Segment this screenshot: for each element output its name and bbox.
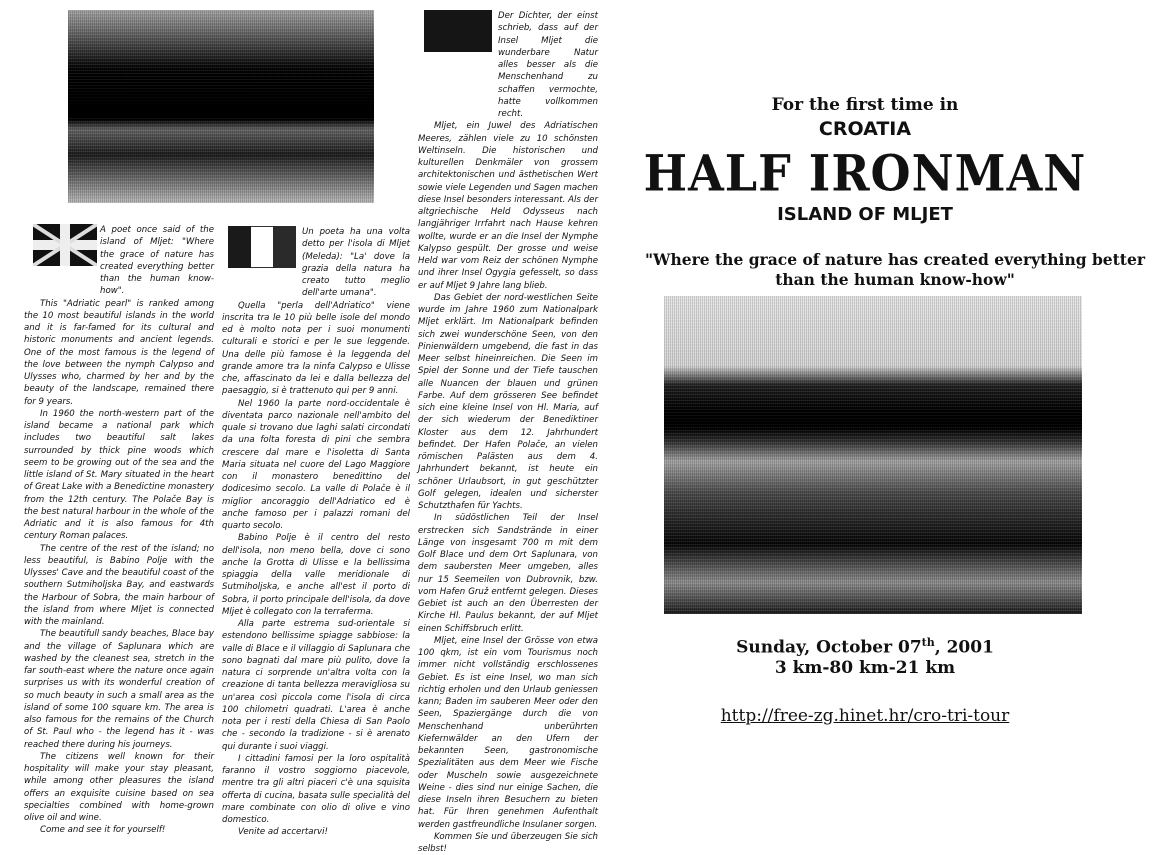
english-paragraph: This "Adriatic pearl" is ranked among the 10 most beautiful islands in the world and it is far-famed for its cultural and historic monuments and ancient legends. One of the most famous is the legend of the love between the nymph Calypso and Ulysses who, charmed by her and by the beauty of the landscape, remained there for 9 years. <box>24 298 214 407</box>
german-closing: Kommen Sie und überzeugen Sie sich selbst! <box>418 831 598 854</box>
poster-lead: For the first time in <box>771 95 959 115</box>
italian-paragraph: Babino Polje è il centro del resto dell'isola, non meno bella, dove ci sono anche la Grotta di Ulisse e la bellissima spiaggia della valle meridionale di Sutmiholjska, e anche all'est il porto di Sobra, il porto principale dell'isola, da dove Mljet è collegato con la terraferma. <box>222 533 410 617</box>
poster-title: HALF IRONMAN <box>643 143 1087 203</box>
italian-paragraph: Alla parte estrema sud-orientale si estendono bellissime spiagge sabbiose: la valle di Blace e il villaggio di Saplunara che sono bagnati dal mare più pulito, dove la natura ci sorprende un'altra volta con la creazione di tanta bellezza meravigliosa su un'area così piccola come l'isola di circa 100 chilometri quadrati. L'area è anche nota per i resti della Chiesa di San Paolo che - secondo la tradizione - si è arenato qui durante i suoi viaggi. <box>222 619 410 752</box>
german-paragraph: Mljet, eine Insel der Grösse von etwa 100 qkm, ist ein vom Tourismus noch immer nicht vollständig erschlossenes Gebiet. Es ist eine Insel, wo man sich richtig erholen und den Urlaub geniessen kann; Baden im sauberen Meer oder den Seen, Spaziergänge durch die von Menschenhand unberührten Kiefernwälder an den Ufern der bekannten Seen, gastronomische Spezialitäten aus dem Meer wie Fische oder Muscheln sowie ausgezeichnete Weine - dies sind nur einige Sachen, die diese Inseln ihren Besuchern zu bieten hat. Für Ihren genehmen Aufenthalt werden gastfreundliche Insulaner sorgen. <box>418 635 598 830</box>
english-paragraph: In 1960 the north-western part of the island became a national park which includes two beautiful salt lakes surrounded by thick pine woods which seem to be growing out of the sea and the little island of St. Mary situated in the heart of Great Lake with a Benedictine monastery from the 12th century. The Polače Bay is the best natural harbour in the whole of the Adriatic and it is also famous for 4th century Roman palaces. <box>24 408 214 542</box>
italian-paragraph: I cittadini famosi per la loro ospitalità faranno il vostro soggiorno piacevole, mentre tra gli altri piaceri c'è una squisita offerta di cucina, basata sulle specialità del mare combinate con olio di olive e vino domestico. <box>222 753 410 825</box>
english-paragraph: The centre of the rest of the island; no less beautiful, is Babino Polje with the Ulysses' Cave and the beautiful coast of the southern Sutmiholjska Bay, and eastwards the Harbour of Sobra, the main harbour of the island from where Mljet is connected with the mainland. <box>24 543 214 627</box>
german-text-column <box>418 10 598 855</box>
event-date-suffix: th <box>921 636 935 649</box>
poster-country: CROATIA <box>818 118 912 140</box>
st-mary-island-monastery-photo <box>664 296 1082 614</box>
italian-closing: Venite ad accertarvi! <box>238 827 328 838</box>
italian-text-column <box>222 226 410 839</box>
english-closing: Come and see it for yourself! <box>40 825 166 836</box>
poster-island: ISLAND OF MLJET <box>777 204 953 225</box>
english-paragraph: The citizens well known for their hospitality will make your stay pleasant, while among other pleasures the island offers an exquisite cuisine based on sea specialties combined with home-grown olive oil and wine. <box>24 751 214 823</box>
italian-paragraph: Quella "perla dell'Adriatico" viene inscrita tra le 10 più belle isole del mondo ed è molto nota per i suoi monumenti culturali e storici e per le sue leggende. Una delle più famose è la leggenda del grande amore tra la ninfa Calypso e Ulisse che, affascinato da lei e dalla bellezza del paesaggio, si è trattenuto qui per 9 anni. <box>222 300 410 397</box>
german-paragraph: In südöstlichen Teil der Insel erstrecken sich Sandstrände in einer Länge von insgesamt 700 m mit dem Golf Blace und dem Ort Saplunara, von dem saubersten Meer umgeben, alles nur 15 Seemeilen von Dubrovnik, bzw. vom Hafen Gruž entfernt gelegen. Dieses Gebiet ist auch an den Überresten der Kirche Hl. Paulus bekannt, der auf Mljet einen Schiffsbruch erlitt. <box>418 513 598 634</box>
event-url-link[interactable]: http://free-zg.hinet.hr/cro-tri-tour <box>720 706 1010 726</box>
poster-quote: "Where the grace of nature has created everything better than the human know-how" <box>644 250 1145 289</box>
english-paragraph: The beautifull sandy beaches, Blace bay and the village of Saplunara which are washed by the cleanest sea, stretch in the far south-east where the nature once again surprises us with its wonderful creation of so much beauty in such a small area as the island of some 100 square km. The area is also famous for the remains of the Church of St. Paul who - the legend has it - was reached there during his journeys. <box>24 629 214 750</box>
english-paragraph: A poet once said of the island of Mljet: "Where the grace of nature has created everything better than the human know-how". <box>100 225 214 297</box>
italian-paragraph: Un poeta ha una volta detto per l'isola di Mljet (Meleda): "La' dove la grazia della natura ha creato tutto meglio dell'arte umana". <box>302 227 410 299</box>
race-distances: 3 km-80 km-21 km <box>774 658 956 678</box>
english-text-column <box>24 224 214 837</box>
event-date-prefix: Sunday, October 07 <box>736 637 922 658</box>
german-paragraph: Mljet, ein Juwel des Adriatischen Meeres, zählen viele zu 10 schönsten Weltinseln. Die historischen und kulturellen Denkmäler von grossem architektonischen und ästhetischen Wert sowie viele Legenden und Sagen machen diese Insel besonders interessant. Als der altgriechische Held Odysseus nach langjähriger Irrfahrt nach Hause kehren wollte, wurde er an die Insel der Nymphe Kalypso gespült. Der grosse und weise Held war vom Reiz der schönen Nymphe und ihrer Insel Ogygia gefesselt, so dass er auf Mljet 9 Jahre lang blieb. <box>418 121 598 291</box>
german-paragraph: Das Gebiet der nord-westlichen Seite wurde im Jahre 1960 zum Nationalpark Mljet erklärt. Im Nationalpark befinden sich zwei wunderschöne Seen, von den Pinienwäldern umgebend, die fast in das Meer selbst hineinreichen. Die Seen im Spiel der Sonne und der Tiefe tauschen alle Nuancen der blauen und grünen Farbe. Auf dem grösseren See befindet sich eine kleine Insel von Hl. Maria, auf der sich wiederum der Benediktiner Kloster aus dem 12. Jahrhundert befindet. Der Hafen Polače, an vielen römischen Palästen aus dem 4. Jahrhundert bekannt, ist heute ein schöner Urlaubsort, in gut geschützter Golf gelegen, idealen und sicherster Schutzthafen für Yachts. <box>418 292 598 511</box>
event-date-year: , 2001 <box>934 637 994 658</box>
german-paragraph: Der Dichter, der einst schrieb, dass auf der Insel Mljet die wunderbare Natur alles besser als die Menschenhand zu schaffen vermochte, hatte vollkommen recht. <box>498 11 598 119</box>
mljet-landscape-photo <box>68 10 374 203</box>
event-date <box>610 636 1120 658</box>
italian-paragraph: Nel 1960 la parte nord-occidentale è diventata parco nazionale nell'ambito del quale si trovano due laghi salati circondati da una folta foresta di pini che sembra crescere dal mare e l'isoletta di Santa Maria situata nel cuore del Lago Maggiore con il monastero benedittino del dodicesimo secolo. La valle di Polače è il miglior ancoraggio dell'Adriatico ed è anche famoso per i palazzi romani del quarto secolo. <box>222 398 410 531</box>
